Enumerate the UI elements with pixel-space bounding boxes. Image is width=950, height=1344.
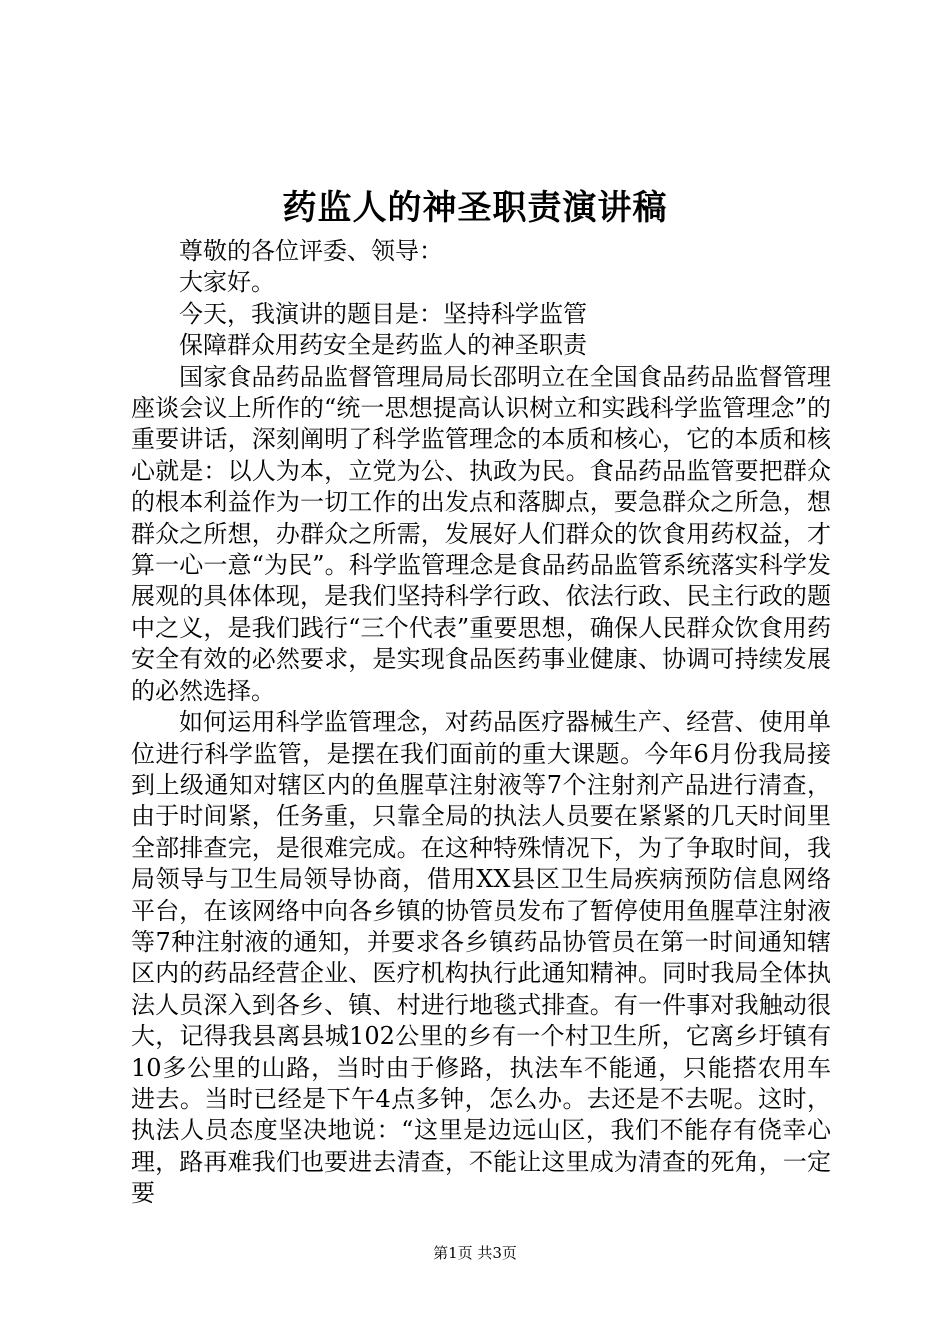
topic-paragraph: 今天，我演讲的题目是：坚持科学监管 <box>179 299 587 328</box>
subtitle-paragraph: 保障群众用药安全是药监人的神圣职责 <box>179 331 587 360</box>
body-paragraph: 如何运用科学监管理念，对药品医疗器械生产、经营、使用单位进行科学监管，是摆在我们面前的重大课题。今年6月份我局接到上级通知对辖区内的鱼腥草注射液等7个注射剂产品进行清查，由于时间紧，任务重，只靠全局的执法人员要在紧紧的几天时间里全部排查完，是很难完成。在这种特殊情况下，为了争取时间，我局领导与卫生局领导协商，借用XX县区卫生局疾病预防信息网络平台，在该网络中向各乡镇的协管员发布了暂停使用鱼腥草注射液等7种注射液的通知，并要求各乡镇药品协管员在第一时间通知辖区内的药品经营企业、医疗机构执行此通知精神。同时我局全体执法人员深入到各乡、镇、村进行地毯式排查。有一件事对我触动很大，记得我县离县城102公里的乡有一个村卫生所，它离乡圩镇有10多公里的山路，当时由于修路，执法车不能通，只能搭农用车进去。当时已经是下午4点多钟，怎么办。去还是不去呢。这时，执法人员态度坚决地说：“这里是边远山区，我们不能存有侥幸心理，路再难我们也要进去清查，不能让这里成为清查的死角，一定要 <box>131 708 831 1208</box>
document-body <box>131 236 831 1210</box>
greeting-paragraph: 大家好。 <box>179 268 275 297</box>
page-title: 药监人的神圣职责演讲稿 <box>282 188 668 228</box>
salutation-paragraph: 尊敬的各位评委、领导： <box>179 237 443 265</box>
page-footer: 第1页 共3页 <box>433 1244 517 1262</box>
body-paragraph: 国家食品药品监督管理局局长邵明立在全国食品药品监督管理座谈会议上所作的“统一思想提高认识树立和实践科学监管理念”的重要讲话，深刻阐明了科学监管理念的本质和核心，它的本质和核心就是：以人为本，立党为公、执政为民。食品药品监管要把群众的根本利益作为一切工作的出发点和落脚点，要急群众之所急，想群众之所想，办群众之所需，发展好人们群众的饮食用药权益，才算一心一意“为民”。科学监管理念是食品药品监管系统落实科学发展观的具体体现，是我们坚持科学行政、依法行政、民主行政的题中之义，是我们践行“三个代表”重要思想，确保人民群众饮食用药安全有效的必然要求，是实现食品医药事业健康、协调可持续发展的必然选择。 <box>131 362 831 705</box>
